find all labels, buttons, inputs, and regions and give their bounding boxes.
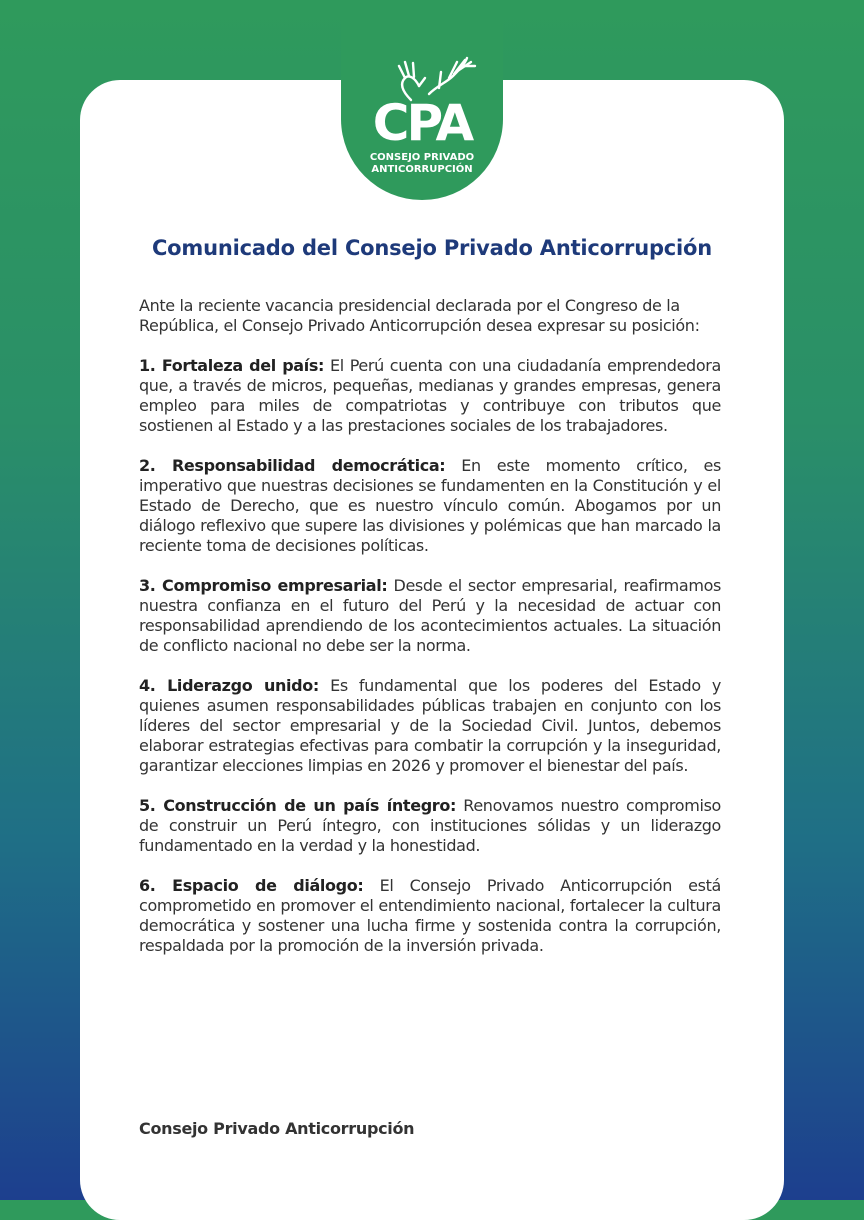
cpa-logo	[341, 0, 503, 200]
signature: Consejo Privado Anticorrupción	[139, 1119, 415, 1138]
logo-line-2: ANTICORRUPCIÓN	[371, 164, 473, 175]
page-title: Comunicado del Consejo Privado Anticorrupción	[151, 236, 713, 260]
point-heading: 1. Fortaleza del país:	[139, 356, 325, 375]
statement-body	[139, 296, 721, 976]
point-heading: 4. Liderazgo unido:	[139, 676, 319, 695]
intro-paragraph: Ante la reciente vacancia presidencial declarada por el Congreso de la República, el Consejo Privado Anticorrupción desea expresar su posición:	[139, 296, 700, 335]
point-item	[139, 796, 721, 856]
point-item	[139, 356, 721, 436]
point-heading: 6. Espacio de diálogo:	[139, 876, 364, 895]
point-item	[139, 456, 721, 556]
point-text: El Perú cuenta con una ciudadanía emprendedora que, a través de micros, pequeñas, medianas y grandes empresas, genera empleo para miles de compatriotas y contribuye con tributos que sostienen al Estado y a las prestaciones sociales de los trabajadores.	[139, 356, 721, 435]
point-text: Desde el sector empresarial, reafirmamos nuestra confianza en el futuro del Perú y la necesidad de actuar con responsabilidad aprendiendo de los acontecimientos actuales. La situación de conflicto nacional no debe ser la norma.	[139, 576, 721, 655]
logo-mark: CPA	[372, 94, 472, 152]
logo-line-1: CONSEJO PRIVADO	[369, 152, 475, 163]
point-text: El Consejo Privado Anticorrupción está comprometido en promover el entendimiento nacional, fortalecer la cultura democrática y sostener una lucha firme y sostenida contra la corrupción, respaldada por la promoción de la inversión privada.	[139, 876, 721, 955]
point-text: Es fundamental que los poderes del Estado y quienes asumen responsabilidades públicas trabajen en conjunto con los líderes del sector empresarial y de la Sociedad Civil. Juntos, debemos elaborar estrategias efectivas para combatir la corrupción y la inseguridad, garantizar elecciones limpias en 2026 y promover el bienestar del país.	[139, 676, 721, 775]
point-heading: 3. Compromiso empresarial:	[139, 576, 388, 595]
point-heading: 2. Responsabilidad democrática:	[139, 456, 446, 475]
point-text: En este momento crítico, es imperativo que nuestras decisiones se fundamenten en la Constitución y el Estado de Derecho, que es nuestro vínculo común. Abogamos por un diálogo reflexivo que supere las divisiones y polémicas que han marcado la reciente toma de decisiones políticas.	[139, 456, 721, 555]
point-item	[139, 676, 721, 776]
point-item	[139, 876, 721, 956]
point-heading: 5. Construcción de un país íntegro:	[139, 796, 457, 815]
point-item	[139, 576, 721, 656]
point-text: Renovamos nuestro compromiso de construir un Perú íntegro, con instituciones sólidas y un liderazgo fundamentado en la verdad y la honestidad.	[139, 796, 721, 855]
hands-icon	[341, 0, 503, 200]
